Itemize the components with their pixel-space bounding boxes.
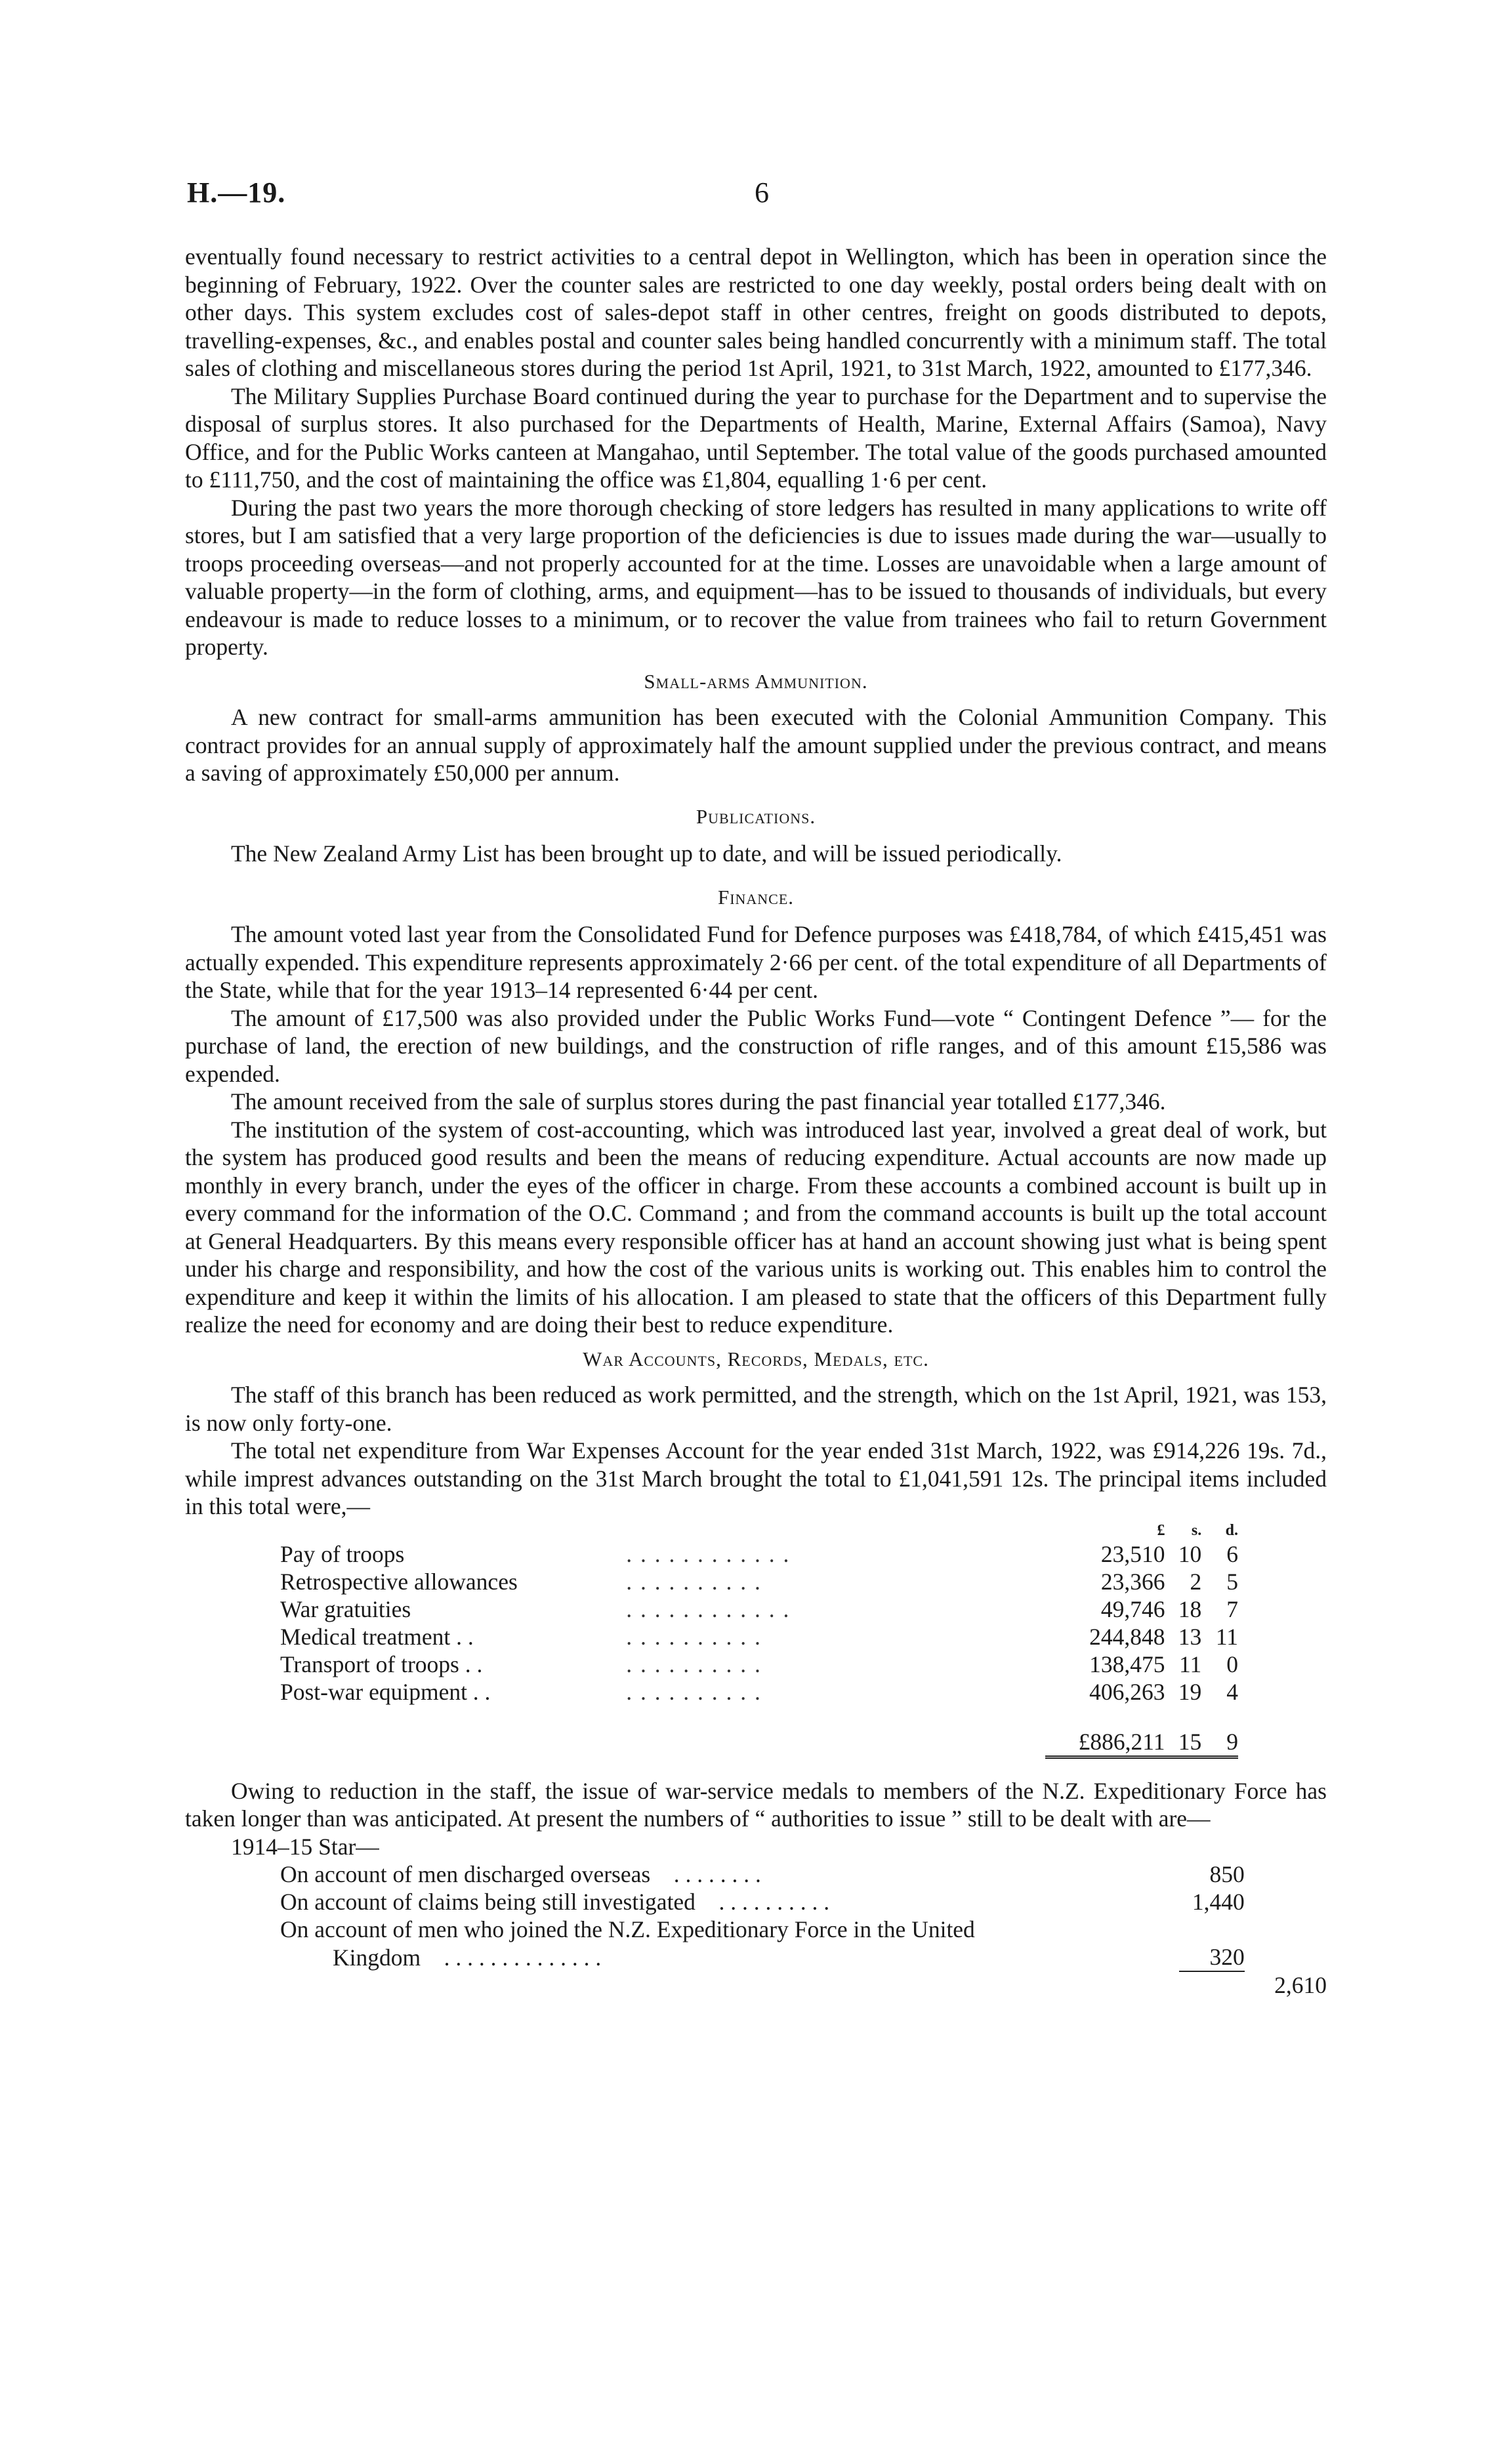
- leader-dots: . . . . . . . . . . . . . .: [444, 1944, 602, 1971]
- total-pence: 9: [1201, 1706, 1238, 1757]
- item-pence: 11: [1215, 1623, 1238, 1650]
- leader-dots: . . . . . . . . . . . .: [626, 1540, 791, 1567]
- paragraph: The amount voted last year from the Consolidated Fund for Defence purposes was £418,784, of which £415,451 was actually expended. This expenditure represents approximately 2·66 per cent. of the total expenditure of all Departments of the State, while that for the year 1913–14 represented 6·44 per cent.: [185, 921, 1327, 1003]
- document-reference: H.—19.: [187, 176, 286, 209]
- table-row: [280, 1888, 1327, 1916]
- table-row: [280, 1568, 1238, 1595]
- section-heading-publications: Publications.: [696, 804, 816, 828]
- column-header-shillings: s.: [1191, 1521, 1202, 1539]
- paragraph: The amount of £17,500 was also provided under the Public Works Fund—vote “ Contingent Defence ”— for the purchase of land, the erection of new buildings, and the construction of rifle ranges, and of this amount £15,586 was expended.: [185, 1004, 1327, 1087]
- section-heading-finance: Finance.: [717, 885, 795, 909]
- item-label: War gratuities: [280, 1595, 411, 1622]
- paragraph: During the past two years the more thorough checking of store ledgers has resulted in many applications to write off stores, but I am satisfied that a very large proportion of the deficiencies is due to issues made during the war—usually to troops proceeding overseas—and not properly accounted for at the time. Losses are unavoidable when a large amount of valuable property—in the form of clothing, arms, and equipment—has to be issued to thousands of individuals, but every endeavour is made to reduce losses to a minimum, or to recover the value from trainees who fail to return Government property.: [185, 494, 1327, 660]
- paragraph: The amount received from the sale of surplus stores during the past financial year totalled £177,346.: [231, 1088, 1166, 1115]
- paragraph: A new contract for small-arms ammunition has been executed with the Colonial Ammunition Company. This contract provides for an annual supply of approximately half the amount supplied under the previous contract, and means a saving of approximately £50,000 per annum.: [185, 704, 1327, 786]
- table-row: [280, 1540, 1238, 1568]
- leader-dots: . . . . . . . . . .: [718, 1889, 830, 1915]
- item-shillings: 10: [1178, 1540, 1202, 1567]
- leader-dots: . . . . . . . . . .: [626, 1623, 762, 1650]
- column-header-pence: d.: [1225, 1521, 1238, 1539]
- leader-dots: . . . . . . . . . .: [626, 1678, 762, 1705]
- item-pounds: 244,848: [1089, 1623, 1165, 1650]
- table-row: [280, 1916, 1327, 1943]
- medal-item-value: 1,440: [1192, 1889, 1245, 1915]
- leader-dots: . . . . . . . . . .: [626, 1651, 762, 1677]
- item-pence: 7: [1226, 1595, 1238, 1622]
- total-row: [280, 1971, 1327, 1999]
- item-pounds: 406,263: [1089, 1678, 1165, 1705]
- paragraph: The Military Supplies Purchase Board continued during the year to purchase for the Department and to supervise the disposal of surplus stores. It also purchased for the Departments of Health, Marine, External Affairs (Samoa), Navy Office, and for the Public Works canteen at Mangahao, until September. The total value of the goods purchased amounted to £111,750, and the cost of maintaining the office was £1,804, equalling 1·6 per cent.: [185, 382, 1327, 493]
- expenditure-table: [280, 1521, 1238, 1759]
- table-row: [280, 1595, 1238, 1623]
- paragraph: The total net expenditure from War Expenses Account for the year ended 31st March, 1922, was £914,226 19s. 7d., while imprest advances outstanding on the 31st March brought the total to £1,041,591 12s. The principal items included in this total were,—: [185, 1437, 1327, 1519]
- medal-item-label: On account of claims being still investigated: [280, 1889, 696, 1915]
- paragraph: The staff of this branch has been reduced as work permitted, and the strength, which on the 1st April, 1921, was 153, is now only forty-one.: [185, 1382, 1327, 1436]
- paragraph: The New Zealand Army List has been brought up to date, and will be issued periodically.: [231, 840, 1062, 867]
- section-heading-small-arms: Small-arms Ammunition.: [644, 669, 868, 693]
- item-shillings: 2: [1190, 1568, 1202, 1595]
- document-body: [185, 243, 1327, 1999]
- table-row: [280, 1943, 1327, 1971]
- item-pence: 0: [1226, 1651, 1238, 1677]
- item-shillings: 13: [1178, 1623, 1202, 1650]
- table-row: [280, 1860, 1327, 1888]
- section-heading-war-accounts: War Accounts, Records, Medals, etc.: [583, 1347, 929, 1370]
- item-label: Medical treatment . .: [280, 1623, 474, 1650]
- table-row: [280, 1678, 1238, 1706]
- item-pounds: 23,366: [1100, 1568, 1165, 1595]
- medal-item-label: On account of men discharged overseas: [280, 1861, 651, 1887]
- paragraph: eventually found necessary to restrict activities to a central depot in Wellington, which has been in operation since the beginning of February, 1922. Over the counter sales are restricted to one day weekly, postal orders being dealt with on other days. This system excludes cost of sales-depot staff in other centres, freight on goods distributed to depots, travelling-expenses, &c., and enables postal and counter sales being handled concurrently with a minimum staff. The total sales of clothing and miscellaneous stores during the period 1st April, 1921, to 31st March, 1922, amounted to £177,346.: [185, 243, 1327, 381]
- medal-item-label: Kingdom: [333, 1944, 421, 1971]
- item-shillings: 11: [1179, 1651, 1202, 1677]
- medals-table: [280, 1860, 1327, 1999]
- leader-dots: . . . . . . . . . . . .: [626, 1595, 791, 1622]
- item-pounds: 23,510: [1100, 1540, 1165, 1567]
- total-pounds: £886,211: [1045, 1706, 1165, 1757]
- item-shillings: 19: [1178, 1678, 1202, 1705]
- medal-group-label: 1914–15 Star—: [231, 1833, 379, 1860]
- total-shillings: 15: [1165, 1706, 1201, 1757]
- item-pence: 6: [1226, 1540, 1238, 1567]
- item-label: Retrospective allowances: [280, 1568, 518, 1595]
- medals-total: 2,610: [1274, 1972, 1327, 1998]
- item-pounds: 49,746: [1100, 1595, 1165, 1622]
- item-label: Post-war equipment . .: [280, 1678, 491, 1705]
- table-row: [280, 1623, 1238, 1651]
- item-pence: 4: [1226, 1678, 1238, 1705]
- item-label: Pay of troops: [280, 1540, 405, 1567]
- paragraph: Owing to reduction in the staff, the issue of war-service medals to members of the N.Z. Expeditionary Force has taken longer than was anticipated. At present the numbers of “ authorities to issue ” still to be dealt with are—: [185, 1777, 1327, 1832]
- item-pounds: 138,475: [1089, 1651, 1165, 1677]
- table-header-row: [280, 1521, 1238, 1540]
- table-row: [280, 1651, 1238, 1678]
- item-label: Transport of troops . .: [280, 1651, 483, 1677]
- medal-item-label: On account of men who joined the N.Z. Expeditionary Force in the United: [280, 1916, 975, 1942]
- leader-dots: . . . . . . . .: [673, 1861, 761, 1887]
- page-number: 6: [755, 176, 769, 209]
- item-pence: 5: [1226, 1568, 1238, 1595]
- medal-item-value: 850: [1209, 1861, 1245, 1887]
- medal-item-value: 320: [1209, 1944, 1245, 1970]
- item-shillings: 18: [1178, 1595, 1202, 1622]
- leader-dots: . . . . . . . . . .: [626, 1568, 762, 1595]
- paragraph: The institution of the system of cost-accounting, which was introduced last year, involved a great deal of work, but the system has produced good results and been the means of reducing expenditure. Actual accounts are now made up monthly in every branch, under the eyes of the officer in charge. From these accounts a combined account is built up in every command for the information of the O.C. Command ; and from the command accounts is built up the total account at General Headquarters. By this means every responsible officer has at hand an account showing just what is being spent under his charge and responsibility, and how the cost of the various units is working out. This enables him to control the expenditure and keep it within the limits of his allocation. I am pleased to state that the officers of this Department fully realize the need for economy and are doing their best to reduce expenditure.: [185, 1116, 1327, 1338]
- total-row: [280, 1706, 1238, 1757]
- column-header-pounds: £: [1157, 1521, 1165, 1539]
